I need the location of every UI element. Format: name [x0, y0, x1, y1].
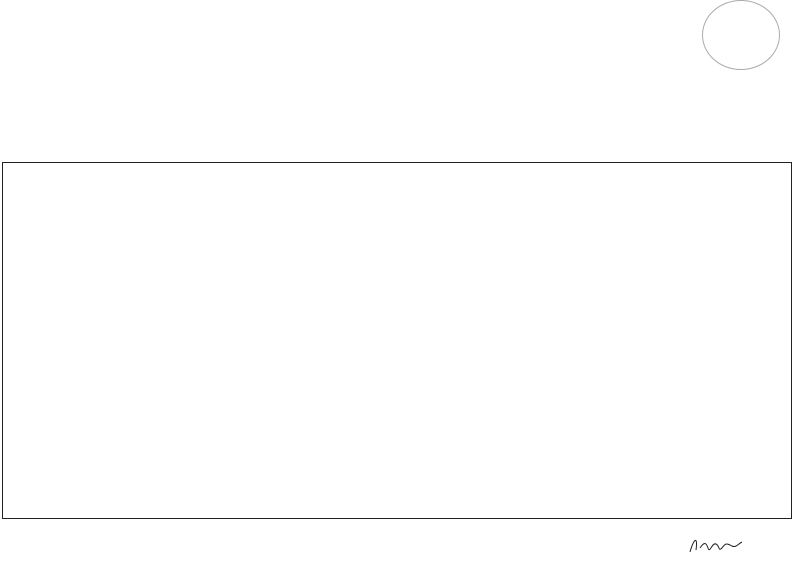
signature	[686, 534, 746, 556]
pedigree-table	[2, 162, 792, 519]
kennel-club-stamp	[702, 0, 780, 70]
stamp-ring-graphic	[703, 1, 779, 69]
